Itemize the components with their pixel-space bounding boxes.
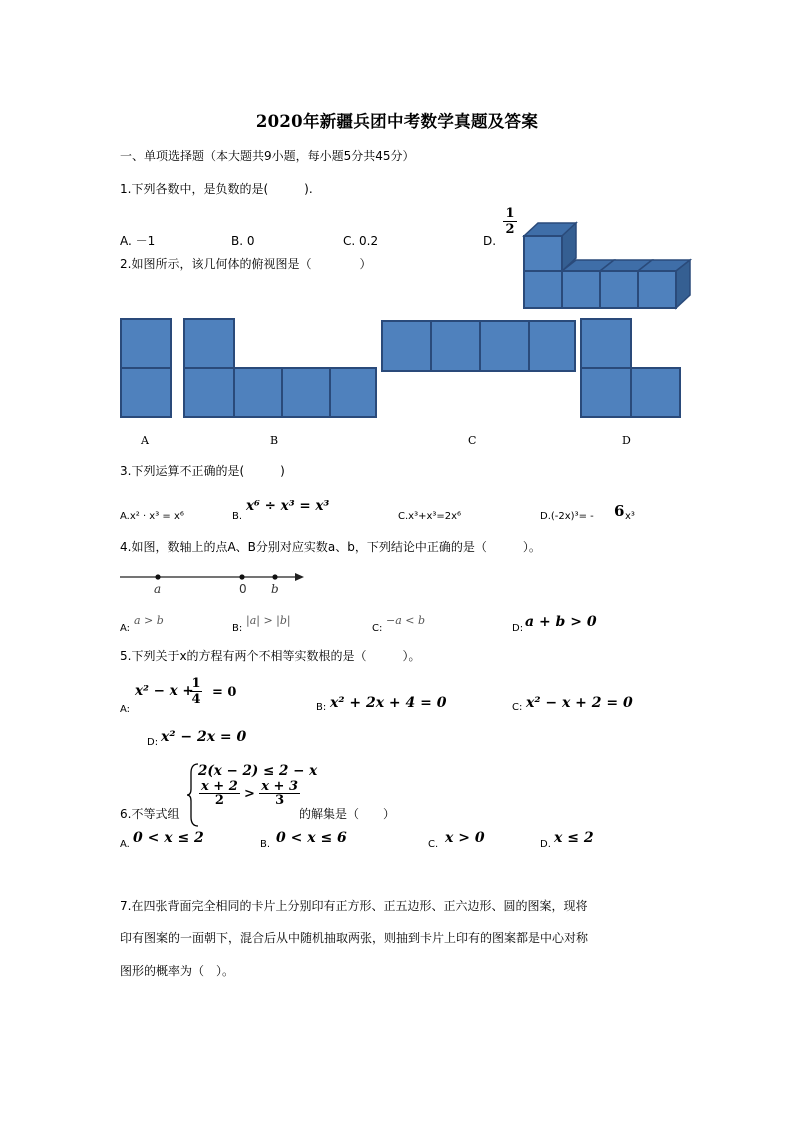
q2-3d-figure <box>520 222 695 312</box>
q2-option-b-figure <box>183 318 377 418</box>
q5-option-b-prefix: B: <box>316 702 327 713</box>
q2-option-a-square <box>121 319 171 368</box>
q6-fraction-1-numerator: x + 2 <box>201 779 238 794</box>
q2-stem: 2.如图所示，该几何体的俯视图是（ ） <box>120 257 372 271</box>
q2-3d-front-face <box>600 271 638 308</box>
q7-line-3: 图形的概率为（ ）。 <box>120 964 235 978</box>
q2-option-d-square <box>581 319 631 368</box>
q4-stem: 4.如图，数轴上的点A、B分别对应实数a、b，下列结论中正确的是（ ）。 <box>120 540 541 554</box>
q2-option-b-square <box>184 368 234 417</box>
q5-option-a-fraction <box>190 676 202 707</box>
q6-fraction-2-numerator: x + 3 <box>261 779 298 794</box>
q4-option-c-prefix: C: <box>372 623 383 634</box>
q2-option-a-figure <box>120 318 174 418</box>
q6-inequality-1: 2(x − 2) ≤ 2 − x <box>198 763 318 779</box>
q6-option-c-expr: x > 0 <box>445 830 485 846</box>
q6-option-d-prefix: D. <box>540 839 551 850</box>
q2-3d-front-face <box>638 271 676 308</box>
q2-label-b: B <box>270 434 279 447</box>
q2-option-d-square <box>581 368 631 417</box>
q5-stem: 5.下列关于x的方程有两个不相等实数根的是（ ）。 <box>120 649 421 663</box>
q6-option-b-expr: 0 < x ≤ 6 <box>276 830 347 846</box>
q4-option-d-expr: a + b > 0 <box>525 614 597 630</box>
q4-option-b-expr: |a| > |b| <box>246 614 291 627</box>
q2-label-c: C <box>468 434 477 447</box>
q2-option-c-square <box>382 321 431 371</box>
q4-option-d-prefix: D: <box>512 623 524 634</box>
q1-stem: 1.下列各数中，是负数的是( ). <box>120 182 313 196</box>
q4-point-b <box>272 574 277 579</box>
q1-d-numerator: 1 <box>505 206 515 221</box>
q4-number-line <box>120 568 310 602</box>
q4-axis-label-a: a <box>154 582 162 596</box>
q1-d-denominator: 2 <box>503 221 517 237</box>
q2-label-a: A <box>141 434 149 447</box>
q3-option-d-prefix: D.(-2x)³= - <box>540 511 594 522</box>
q2-option-c-figure <box>381 320 577 372</box>
q3-option-b-prefix: B. <box>232 511 243 522</box>
q1-option-b: B. 0 <box>231 234 255 248</box>
q2-label-d: D <box>622 434 631 447</box>
q6-option-c-prefix: C. <box>428 839 439 850</box>
q2-option-c-square <box>431 321 480 371</box>
q5-option-d-prefix: D: <box>147 737 159 748</box>
q4-point-a <box>155 574 160 579</box>
q2-option-b-square <box>282 368 330 417</box>
q5-option-a-expr-right: = 0 <box>212 685 237 700</box>
q6-option-d-expr: x ≤ 2 <box>554 830 594 846</box>
section-heading: 一、单项选择题（本大题共9小题，每小题5分共45分） <box>120 149 415 163</box>
q6-greater-than: > <box>244 786 255 802</box>
q2-option-d-square <box>631 368 680 417</box>
q7-line-1: 7.在四张背面完全相同的卡片上分别印有正方形、正五边形、正六边形、圆的图案，现将 <box>120 899 588 913</box>
q6-fraction-2-denominator: 3 <box>275 793 285 808</box>
q2-option-b-square <box>330 368 376 417</box>
q6-fraction-1-denominator: 2 <box>214 793 224 808</box>
q2-option-b-square <box>184 319 234 368</box>
q2-option-a-square <box>121 368 171 417</box>
q1-d-fraction <box>503 206 517 237</box>
q2-3d-front-face <box>524 271 562 308</box>
q5-option-a-prefix: A: <box>120 704 131 715</box>
q4-option-a-expr: a > b <box>134 614 164 627</box>
q3-option-c: C.x³+x³=2x⁶ <box>398 511 462 522</box>
q2-option-b-square <box>234 368 282 417</box>
q5-option-d-expr: x² − 2x = 0 <box>161 729 247 745</box>
q1-option-c: C. 0.2 <box>343 234 379 248</box>
q5-option-a-numerator: 1 <box>191 676 201 691</box>
q5-option-c-expr: x² − x + 2 = 0 <box>526 695 633 711</box>
q4-axis-label-zero: 0 <box>239 582 247 596</box>
q4-axis-label-b: b <box>271 582 279 596</box>
q6-option-a-expr: 0 < x ≤ 2 <box>133 830 204 846</box>
q3-option-d-six: 6 <box>614 502 625 520</box>
q7-line-2: 印有图案的一面朝下，混合后从中随机抽取两张，则抽到卡片上印有的图案都是中心对称 <box>120 931 589 945</box>
q2-3d-front-face <box>524 236 562 271</box>
q5-option-a-denominator: 4 <box>191 692 201 707</box>
q2-option-d-figure <box>580 318 682 418</box>
q5-option-c-prefix: C: <box>512 702 523 713</box>
q4-option-b-prefix: B: <box>232 623 243 634</box>
q3-option-a: A.x² · x³ = x⁶ <box>120 511 184 522</box>
q1-option-d: D. <box>483 234 497 248</box>
q4-axis-arrow <box>295 573 304 581</box>
q2-option-c-square <box>480 321 529 371</box>
q6-stem-prefix: 6.不等式组 <box>120 807 180 821</box>
q6-stem-suffix: 的解集是（ ） <box>299 807 396 821</box>
q1-option-a: A. －1 <box>120 234 156 248</box>
q6-fraction-1 <box>199 780 240 807</box>
page-title: 2020年新疆兵团中考数学真题及答案 <box>255 112 539 131</box>
q5-option-a-expr-left: x² − x + <box>135 683 194 699</box>
q2-option-c-square <box>529 321 575 371</box>
q5-option-b-expr: x² + 2x + 4 = 0 <box>330 695 447 711</box>
q6-fraction-2 <box>259 780 300 807</box>
q6-inequality-2 <box>199 780 300 807</box>
q6-option-a-prefix: A. <box>120 839 130 850</box>
q2-3d-front-face <box>562 271 600 308</box>
q3-stem: 3.下列运算不正确的是( ) <box>120 464 285 478</box>
q3-option-b-expr: x⁶ ÷ x³ = x³ <box>246 498 330 514</box>
q4-option-a-prefix: A: <box>120 623 131 634</box>
q6-option-b-prefix: B. <box>260 839 271 850</box>
q4-point-origin <box>239 574 244 579</box>
q3-option-d-suffix: x³ <box>625 511 635 522</box>
q4-option-c-expr: −a < b <box>386 614 426 627</box>
